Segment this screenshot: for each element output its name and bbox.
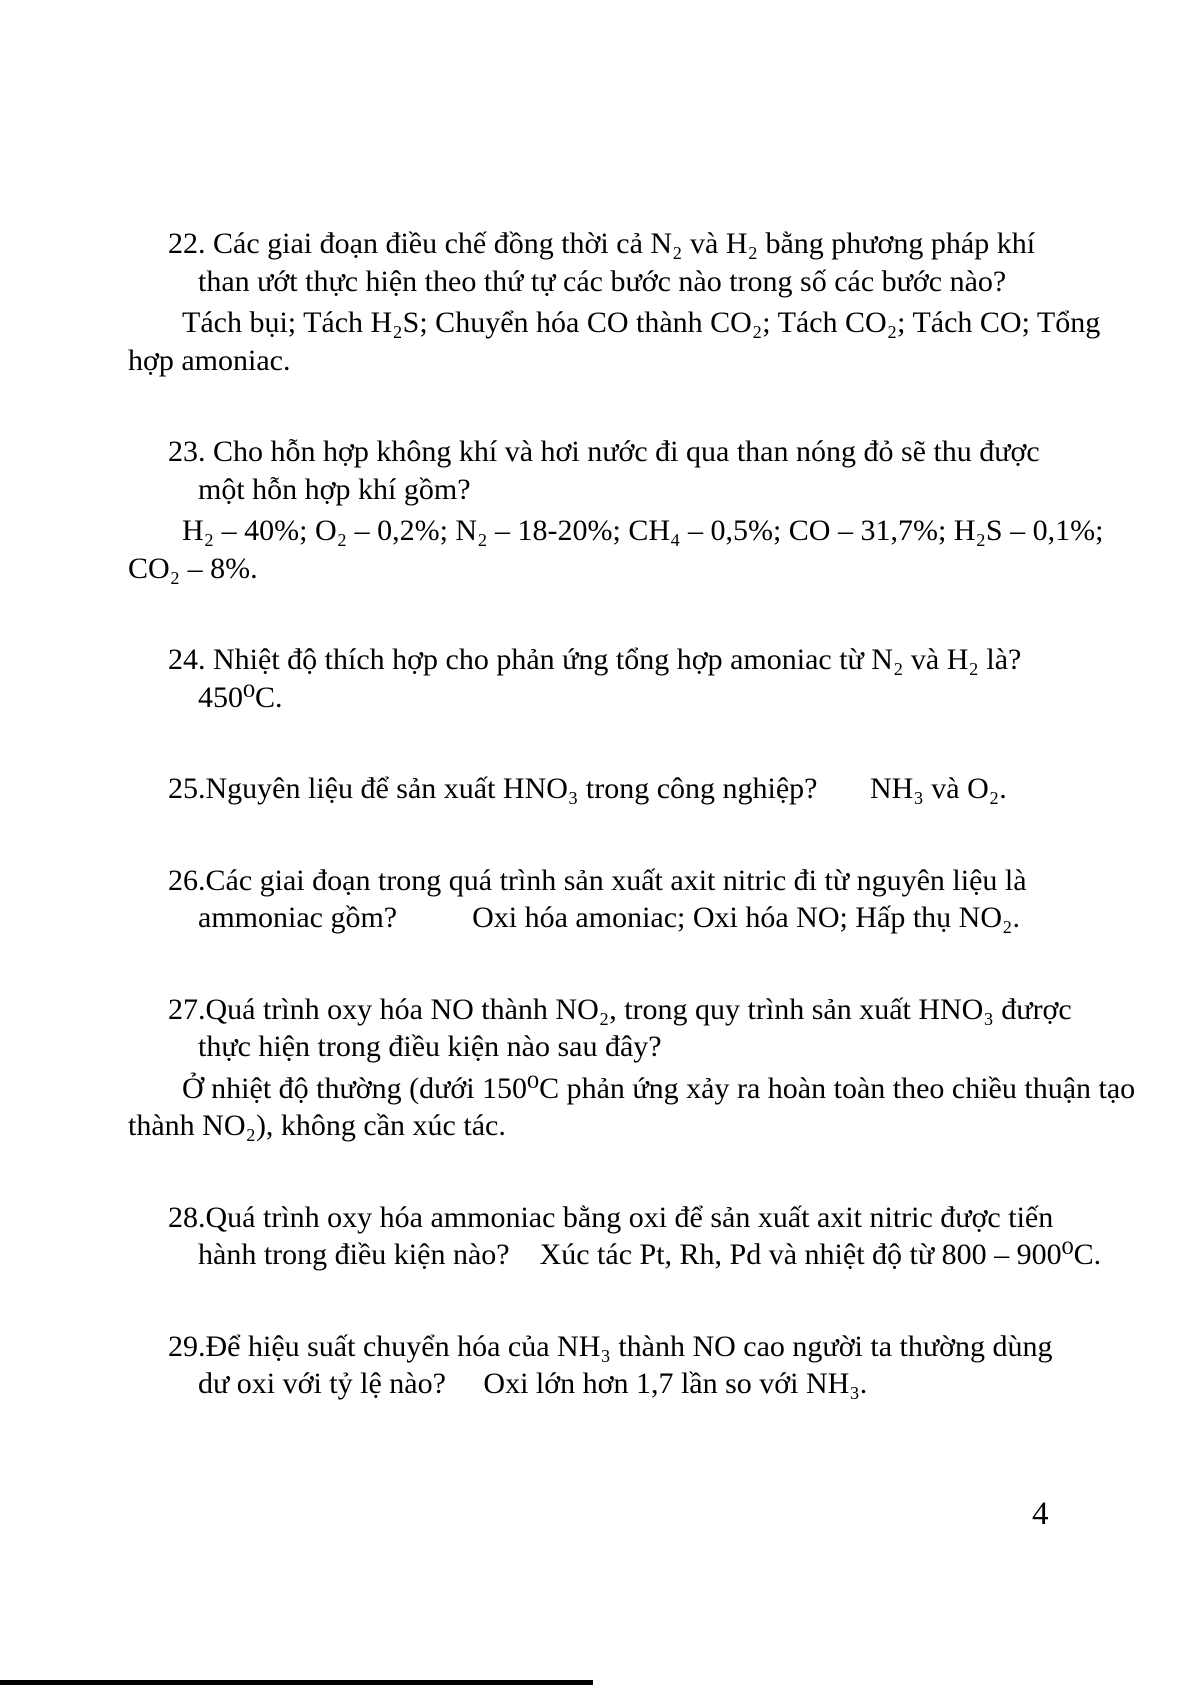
q22-text-line: than ướt thực hiện theo thứ tự các bước nào trong số các bước nào? (198, 264, 1007, 298)
q25-question-block (128, 770, 1078, 808)
q24-text-line: 24. Nhiệt độ thích hợp cho phản ứng tổng hợp amoniac từ N₂ và H₂ là? (168, 643, 1022, 676)
a22-answer-block (128, 304, 1101, 379)
q23-text-line: 23. Cho hỗn hợp không khí và hơi nước đi qua than nóng đỏ sẽ thu được (168, 435, 1040, 468)
a27-text-line: Ở nhiệt độ thường (dưới 150⁰C phản ứng xảy ra hoàn toàn theo chiều thuận tạo (182, 1071, 1136, 1105)
q27-question-block (128, 991, 1078, 1066)
a23-text-line: CO₂ – 8%. (128, 551, 258, 585)
a22-text-line: hợp amoniac. (128, 343, 291, 377)
q26-question-block (128, 862, 1078, 937)
q24-text-line: 450⁰C. (198, 680, 283, 714)
q29-text-line: 29.Để hiệu suất chuyển hóa của NH₃ thành NO cao người ta thường dùng (168, 1329, 1053, 1363)
q22-question-block (128, 225, 1078, 300)
document-content (128, 225, 1136, 1403)
a23-answer-block (128, 512, 1104, 587)
q24-question-block (128, 641, 1078, 716)
q28-text-line: hành trong điều kiện nào? Xúc tác Pt, Rh, Pd và nhiệt độ từ 800 – 900⁰C. (198, 1238, 1102, 1271)
q29-text-line: dư oxi với tỷ lệ nào? Oxi lớn hơn 1,7 lần so với NH₃. (198, 1367, 868, 1400)
a27-text-line: thành NO₂), không cần xúc tác. (128, 1109, 506, 1142)
a27-answer-block (128, 1070, 1136, 1145)
q27-text-line: thực hiện trong điều kiện nào sau đây? (198, 1030, 662, 1063)
q28-question-block (128, 1199, 1102, 1274)
q22-text-line: 22. Các giai đoạn điều chế đồng thời cả N₂ và H₂ bằng phương pháp khí (168, 227, 1036, 260)
q23-text-line: một hỗn hợp khí gồm? (198, 472, 471, 506)
q25-text-line: 25.Nguyên liệu để sản xuất HNO₃ trong công nghiệp? NH₃ và O₂. (168, 772, 1007, 805)
q26-text-line: 26.Các giai đoạn trong quá trình sản xuất axit nitric đi từ nguyên liệu là (168, 863, 1027, 897)
q29-question-block (128, 1328, 1078, 1403)
bottom-bar (0, 1680, 593, 1685)
q28-text-line: 28.Quá trình oxy hóa ammoniac bằng oxi để sản xuất axit nitric được tiến (168, 1200, 1054, 1234)
q27-text-line: 27.Quá trình oxy hóa NO thành NO₂, trong quy trình sản xuất HNO₃ đưrợc (168, 992, 1072, 1026)
a23-text-line: H₂ – 40%; O₂ – 0,2%; N₂ – 18-20%; CH₄ – 0,5%; CO – 31,7%; H₂S – 0,1%; (182, 514, 1104, 547)
a22-text-line: Tách bụi; Tách H₂S; Chuyển hóa CO thành CO₂; Tách CO₂; Tách CO; Tổng (182, 306, 1101, 339)
page-number: 4 (1032, 1496, 1049, 1532)
q26-text-line: ammoniac gồm? Oxi hóa amoniac; Oxi hóa NO; Hấp thụ NO₂. (198, 901, 1020, 934)
q23-question-block (128, 433, 1078, 508)
